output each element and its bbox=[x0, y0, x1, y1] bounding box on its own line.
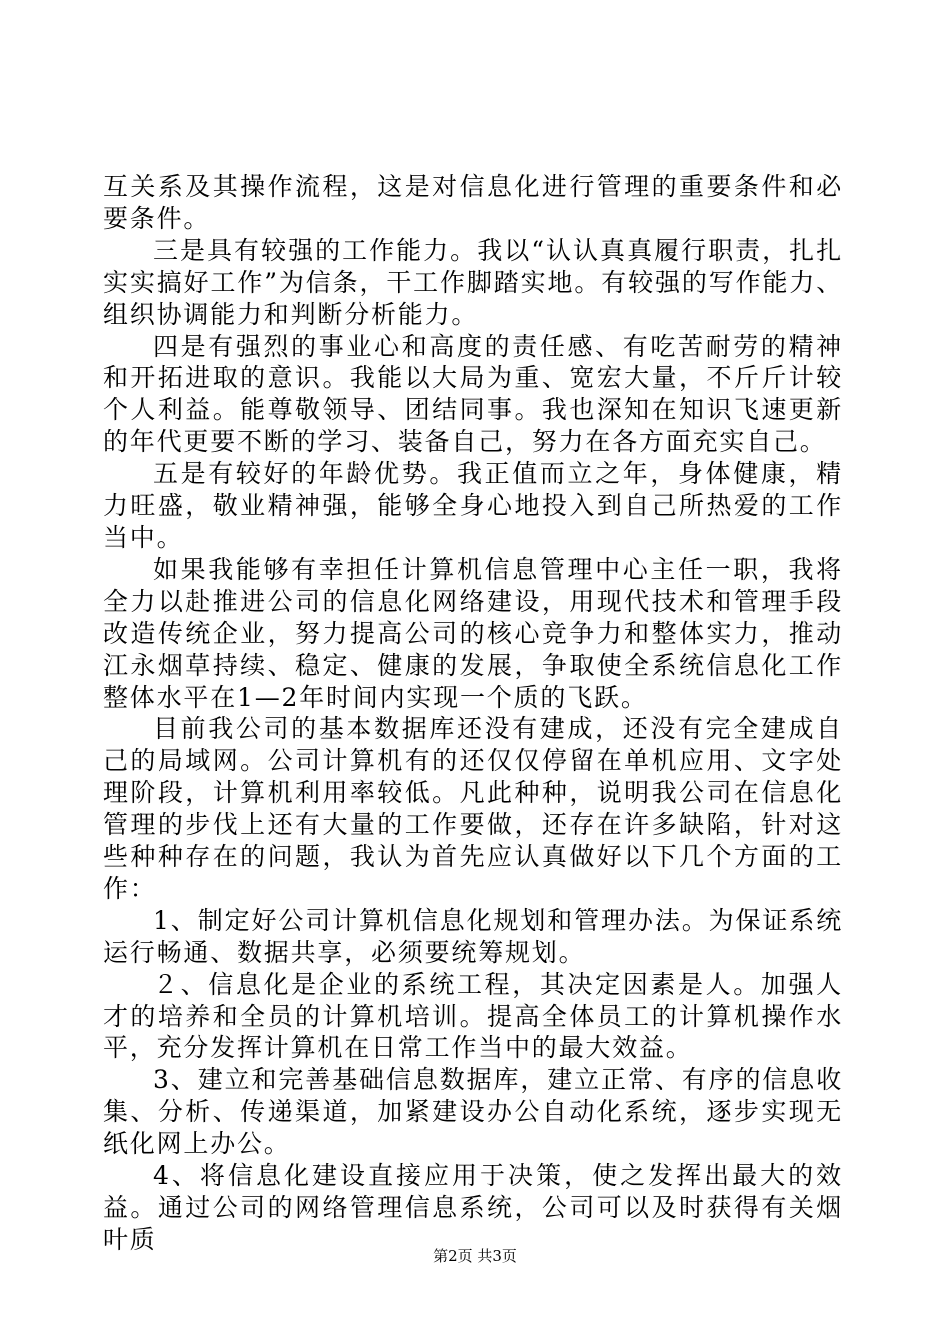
page-number-footer: 第2页 共3页 bbox=[433, 1247, 517, 1265]
paragraph-age-advantage: 五是有较好的年龄优势。我正值而立之年，身体健康，精力旺盛，敬业精神强，能够全身心地投入到自己所热爱的工作当中。 bbox=[103, 459, 843, 552]
list-item-2: ２、信息化是企业的系统工程，其决定因素是人。加强人才的培养和全员的计算机培训。提高全体员工的计算机操作水平，充分发挥计算机在日常工作当中的最大效益。 bbox=[103, 969, 843, 1063]
list-item-3: 3、建立和完善基础信息数据库，建立正常、有序的信息收集、分析、传递渠道，加紧建设办公自动化系统，逐步实现无纸化网上办公。 bbox=[103, 1065, 843, 1159]
paragraph-current-situation: 目前我公司的基本数据库还没有建成，还没有完全建成自己的局域网。公司计算机有的还仅仅停留在单机应用、文字处理阶段，计算机利用率较低。凡此种种，说明我公司在信息化管理的步伐上还有大量的工作要做，还存在许多缺陷，针对这些种种存在的问题，我认为首先应认真做好以下几个方面的工作： bbox=[103, 714, 843, 903]
paragraph-work-ability: 三是具有较强的工作能力。我以“认认真真履行职责，扎扎实实搞好工作”为信条，干工作脚踏实地。有较强的写作能力、组织协调能力和判断分析能力。 bbox=[103, 235, 843, 329]
list-item-4: 4、将信息化建设直接应用于决策，使之发挥出最大的效益。通过公司的网络管理信息系统，公司可以及时获得有关烟叶质 bbox=[103, 1161, 843, 1254]
document-body bbox=[103, 171, 843, 1256]
list-item-1: 1、制定好公司计算机信息化规划和管理办法。为保证系统运行畅通、数据共享，必须要统筹规划。 bbox=[103, 905, 843, 967]
paragraph-dedication: 四是有强烈的事业心和高度的责任感、有吃苦耐劳的精神和开拓进取的意识。我能以大局为重、宽宏大量，不斤斤计较个人利益。能尊敬领导、团结同事。我也深知在知识飞速更新的年代更要不断的学习、装备自己，努力在各方面充实自己。 bbox=[103, 331, 843, 457]
paragraph-if-appointed: 如果我能够有幸担任计算机信息管理中心主任一职，我将全力以赴推进公司的信息化网络建设，用现代技术和管理手段改造传统企业，努力提高公司的核心竞争力和整体实力，推动江永烟草持续、稳定、健康的发展，争取使全系统信息化工作整体水平在1—2年时间内实现一个质的飞跃。 bbox=[103, 554, 843, 712]
paragraph-continuation: 互关系及其操作流程，这是对信息化进行管理的重要条件和必要条件。 bbox=[103, 172, 843, 233]
